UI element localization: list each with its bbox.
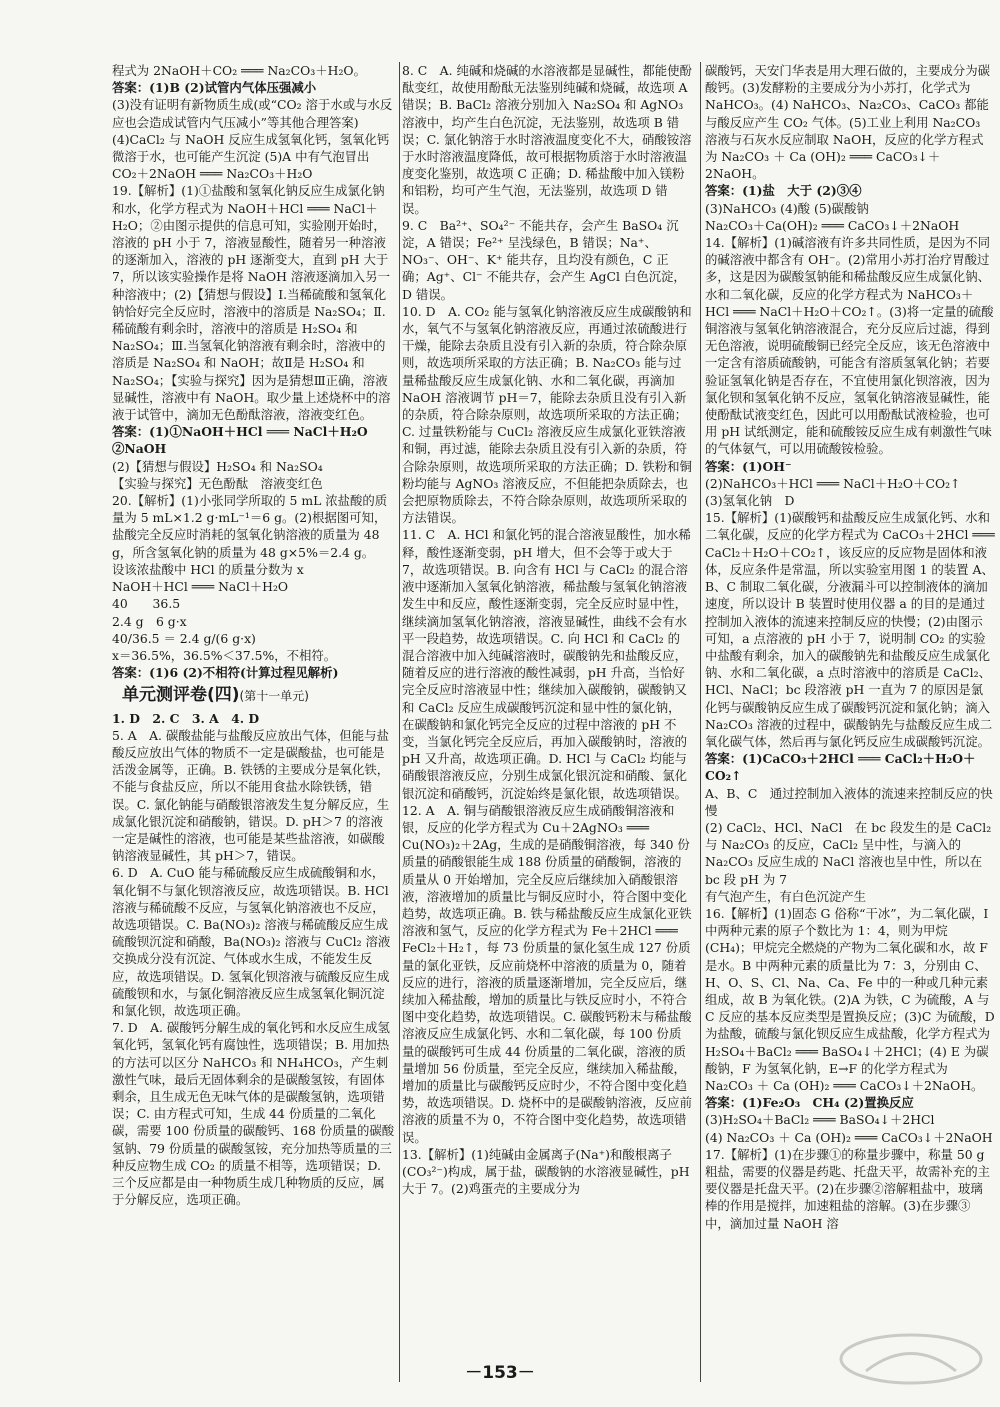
paragraph: 19.【解析】(1)①盐酸和氢氧化钠反应生成氯化钠和水，化学方程式为 NaOH＋HCl ═══ NaCl＋H₂O；②由图示提供的信息可知，实验刚开始时，溶液的 pH 小于 7，溶液显酸性，随着另一种溶液的逐渐加入，溶液的 pH 逐渐变大，直到 pH 大于 7，所以该实验操作是将 NaOH 溶液逐滴加入另一种溶液中；(2)【猜想与假设】Ⅰ.当稀硫酸和氢氧化钠恰好完全反应时，溶液中的溶质是 Na₂SO₄；Ⅱ.稀硫酸有剩余时，溶液中的溶质是 H₂SO₄ 和 Na₂SO₄；Ⅲ.当氢氧化钠溶液有剩余时，溶液中的溶质是 Na₂SO₄ 和 NaOH；故Ⅱ是 H₂SO₄ 和 Na₂SO₄；【实验与探究】因为是猜想Ⅲ正确，溶液显碱性，溶液中有 NaOH。取少量上述烧杯中的溶液于试管中，滴加无色酚酞溶液，溶液变红色。 (112, 183, 391, 423)
paragraph: 15.【解析】(1)碳酸钙和盐酸反应生成氯化钙、水和二氧化碳，反应的化学方程式为 CaCO₃＋2HCl ═══ CaCl₂＋H₂O＋CO₂↑，该反应的反应物是固体和液体，反应条件是常温，所以实验室用图 1 的装置 A、B、C 制取二氧化碳，分液漏斗可以控制液体的滴加速度，所以设计 B 装置时使用仪器 a 的目的是通过控制加入液体的流速来控制反应的快慢；(2)由图示可知，a 点溶液的 pH 小于 7，说明制 CO₂ 的实验中盐酸有剩余，加入的碳酸钠先和盐酸反应生成氯化钠、水和二氧化碳，a 点时溶液中的溶质是 CaCl₂、HCl、NaCl；bc 段溶液 pH 一直为 7 的原因是氯化钙与碳酸钠反应生成了碳酸钙沉淀和氯化钠；滴入 Na₂CO₃ 溶液的过程中，碳酸钠先与盐酸反应生成二氧化碳气体，然后再与氯化钙反应生成碳酸钙沉淀。 (705, 510, 995, 749)
column-3 (705, 62, 995, 1232)
paragraph: (2)NaHCO₃＋HCl ═══ NaCl＋H₂O＋CO₂↑ (705, 475, 961, 491)
paragraph: 7. D A. 碳酸钙分解生成的氧化钙和水反应生成氢氧化钙，氢氧化钙有腐蚀性，选项错误；B. 用加热的方法可以区分 NaHCO₃ 和 NH₄HCO₃，产生刺激性气味，最后无固体剩余的是碳酸氢铵，有固体剩余，且生成无色无味气体的是碳酸氢钠，选项错误；C. 由方程式可知，生成 44 份质量的二氧化碳，需要 100 份质量的碳酸钙、168 份质量的碳酸氢钠、79 份质量的碳酸氢铵，充分加热等质量的三种反应物生成 CO₂ 的质量不相等，选项错误；D. 三个反应都是由一种物质生成几种物质的反应，属于分解反应，选项正确。 (112, 1020, 395, 1208)
paragraph: (3)H₂SO₄＋BaCl₂ ═══ BaSO₄↓＋2HCl (705, 1112, 935, 1128)
paragraph: CO₂＋2NaOH ═══ Na₂CO₃＋H₂O (112, 166, 313, 182)
answer-block (112, 710, 395, 1209)
paragraph: (3)没有证明有新物质生成(或“CO₂ 溶于水或与水反应也会造成试管内气压减小”等其他合理答案) (4)CaCl₂ 与 NaOH 反应生成氢氧化钙，氢氧化钙微溶于水，也可能产生沉淀 (5)A 中有气泡冒出 (112, 97, 393, 165)
section-heading (122, 687, 395, 705)
paragraph: NaOH＋HCl ═══ NaCl＋H₂O (112, 579, 289, 595)
paragraph: 2.4 g 6 g·x (112, 613, 187, 629)
paragraph: (2) CaCl₂、HCl、NaCl 在 bc 段发生的是 CaCl₂ 与 Na₂CO₃ 的反应，CaCl₂ 呈中性，与滴入的 Na₂CO₃ 反应生成的 NaCl 溶液也呈中性，所以在 bc 段 pH 为 7 (705, 819, 992, 887)
paragraph: 有气泡产生，有白色沉淀产生 (705, 888, 867, 904)
answer-line: 1. D 2. C 3. A 4. D (112, 710, 260, 726)
paragraph: 20.【解析】(1)小张同学所取的 5 mL 浓盐酸的质量为 5 mL×1.2 g·mL⁻¹＝6 g。(2)根据图可知，盐酸完全反应时消耗的氢氧化钠溶液的质量为 48 g，所含氢氧化钠的质量为 48 g×5%＝2.4 g。 (112, 493, 388, 560)
paragraph: 8. C A. 纯碱和烧碱的水溶液都是显碱性，都能使酚酞变红，故使用酚酞无法鉴别纯碱和烧碱，故选项 A 错误；B. BaCl₂ 溶液分别加入 Na₂SO₄ 和 AgNO₃ 溶液中，均产生白色沉淀，无法鉴别，故选项 B 错误；C. 氯化钠溶于水时溶液温度变化不大，硝酸铵溶于水时溶液温度降低，故可根据物质溶于水时溶液温度变化鉴别，故选项 C 正确；D. 稀盐酸中加入镁粉和铝粉，均可产生气泡，无法鉴别，故选项 D 错误。 (402, 63, 692, 216)
paragraph: 12. A A. 铜与硝酸银溶液反应生成硝酸铜溶液和银，反应的化学方程式为 Cu＋2AgNO₃ ═══ Cu(NO₃)₂＋2Ag，生成的是硝酸铜溶液，每 340 份质量的硝酸银能生成 188 份质量的硝酸铜，溶液的质量从 0 开始增加，完全反应后继续加入硝酸银溶液，溶液增加的质量比与铜反应时小，符合图中变化趋势，故选项正确。B. 铁与稀盐酸反应生成氯化亚铁溶液和氢气，反应的化学方程式为 Fe＋2HCl ═══ FeCl₂＋H₂↑，每 73 份质量的氯化氢生成 127 份质量的氯化亚铁，反应前烧杯中溶液的质量为 0，随着反应的进行，溶液的质量逐渐增加，完全反应后，继续加入稀盐酸，增加的质量比与铁反应时小，不符合图中变化趋势，故选项错误。C. 碳酸钙粉末与稀盐酸溶液反应生成氯化钙、水和二氧化碳，每 100 份质量的碳酸钙可生成 44 份质量的二氧化碳，溶液的质量增加 56 份质量，至完全反应，继续加入稀盐酸，增加的质量比与碳酸钙反应时少，不符合图中变化趋势，故选项错误。D. 烧杯中的是碳酸钠溶液，反应前溶液的质量不为 0，不符合图中变化趋势，故选项错误。 (402, 802, 692, 1145)
paragraph: 5. A A. 碳酸盐能与盐酸反应放出气体，但能与盐酸反应放出气体的物质不一定是碳酸盐，也可能是活泼金属等，正确。B. 铁锈的主要成分是氧化铁，不能与食盐反应，所以不能用食盐水除铁锈，错误。C. 氯化钠能与硝酸银溶液发生复分解反应，生成氯化银沉淀和硝酸钠，错误。D. pH＞7 的溶液一定是碱性的溶液，也可能是某些盐溶液，如碳酸钠溶液显碱性，其 pH＞7，错误。 (112, 727, 390, 864)
column-1 (112, 62, 395, 1208)
paragraph: 【实验与探究】无色酚酞 溶液变红色 (112, 475, 323, 491)
paragraph: 6. D A. CuO 能与稀硫酸反应生成硫酸铜和水，氧化铜不与氯化钡溶液反应，故选项错误。B. HCl 溶液与稀硫酸不反应，与氢氧化钠溶液也不反应，故选项错误。C. Ba(NO₃)₂ 溶液与稀硫酸反应生成硫酸钡沉淀和硝酸，Ba(NO₃)₂ 溶液与 CuCl₂ 溶液交换成分没有沉淀、气体或水生成，不能发生反应，故选项错误。D. 氢氧化钡溶液与硫酸反应生成硫酸钡和水，与氯化铜溶液反应生成氢氧化铜沉淀和氯化钡，故选项正确。 (112, 865, 391, 1018)
column-divider (399, 62, 400, 1382)
section-subtitle: (第十一单元) (239, 689, 309, 704)
paragraph: 程式为 2NaOH＋CO₂ ═══ Na₂CO₃＋H₂O。 (112, 63, 366, 78)
answer-line: 答案：(1)6 (2)不相符(计算过程见解析) (112, 665, 339, 681)
page-number: －153－ (465, 1363, 535, 1383)
paragraph: 碳酸钙，天安门华表是用大理石做的，主要成分为碳酸钙。(3)发酵粉的主要成分为小苏打，化学式为 NaHCO₃。(4) NaHCO₃、Na₂CO₃、CaCO₃ 都能与酸反应产生 CO₂ 气体。(5)工业上利用 Na₂CO₃ 溶液与石灰水反应制取 NaOH，反应的化学方程式为 Na₂CO₃ ＋ Ca (OH)₂ ═══ CaCO₃↓＋2NaOH。 (705, 63, 990, 182)
column-divider (700, 62, 701, 1382)
paragraph: 40/36.5 ＝ 2.4 g/(6 g·x) (112, 630, 256, 646)
paragraph: 14.【解析】(1)碱溶液有许多共同性质，是因为不同的碱溶液中都含有 OH⁻。(2)常用小苏打治疗胃酸过多，这是因为碳酸氢钠能和稀盐酸反应生成氯化钠、水和二氧化碳，反应的化学方程式为 NaHCO₃＋HCl ═══ NaCl＋H₂O＋CO₂↑。(3)将一定量的硫酸铜溶液与氢氧化钠溶液混合，充分反应后过滤，得到无色溶液，说明硫酸铜已经完全反应，该无色溶液中一定含有溶质硫酸钠，可能含有溶质氢氧化钠；若要验证氢氧化钠是否存在，不宜使用氯化钡溶液，因为氯化钡和氢氧化钠不反应，氢氧化钠溶液显碱性，能使酚酞试液变红色，因此可以用酚酞试液检验，也可用 pH 试纸测定，能和硫酸铵反应生成有刺激性气味的气体氨气，可以用硫酸铵检验。 (705, 235, 994, 457)
column-2 (402, 62, 692, 1197)
answer-block (705, 62, 995, 1232)
paragraph: (3)氢氧化钠 D (705, 493, 795, 509)
watermark-logo (836, 1331, 986, 1389)
paragraph: 17.【解析】(1)在步骤①的称量步骤中，称量 50 g 粗盐，需要的仪器是药匙、托盘天平，故需补充的主要仪器是托盘天平。(2)在步骤②溶解粗盐中，玻璃棒的作用是搅拌，加速粗盐的溶解。(3)在步骤③中，滴加过量 NaOH 溶 (705, 1146, 990, 1231)
paragraph: (3)NaHCO₃ (4)酸 (5)碳酸钠 (705, 200, 869, 216)
answer-line: 答案：(1)CaCO₃＋2HCl ═══ CaCl₂＋H₂O＋CO₂↑ (705, 751, 976, 784)
paragraph: A、B、C 通过控制加入液体的流速来控制反应的快慢 (705, 785, 993, 818)
paragraph: 设该浓盐酸中 HCl 的质量分数为 x (112, 561, 304, 577)
paragraph: 11. C A. HCl 和氯化钙的混合溶液显酸性，加水稀释，酸性逐渐变弱，pH 增大，但不会等于或大于 7，故选项错误。B. 向含有 HCl 与 CaCl₂ 的混合溶液中逐渐加入氢氧化钠溶液，稀盐酸与氢氧化钠溶液发生中和反应，酸性逐渐变弱，完全反应时显中性，继续滴加氢氧化钠溶液，溶液显碱性，曲线不会有水平一段趋势，故选项错误。C. 向 HCl 和 CaCl₂ 的混合溶液中加入纯碱溶液时，碳酸钠先和盐酸反应，随着反应的进行溶液的酸性减弱，pH 升高，当恰好完全反应时溶液显中性；继续加入碳酸钠，碳酸钠又和 CaCl₂ 反应生成碳酸钙沉淀和显中性的氯化钠，在碳酸钠和氯化钙完全反应的过程中溶液的 pH 不变，当氯化钙完全反应后，再加入碳酸钠时，溶液的 pH 又升高，故选项正确。D. HCl 与 CaCl₂ 均能与硝酸银溶液反应，分别生成氯化银沉淀和硝酸、氯化银沉淀和硝酸钙，沉淀始终是氯化银，故选项错误。 (402, 527, 691, 801)
paragraph: 13.【解析】(1)纯碱由金属离子(Na⁺)和酸根离子(CO₃²⁻)构成，属于盐，碳酸钠的水溶液显碱性，pH 大于 7。(2)鸡蛋壳的主要成分为 (402, 1146, 690, 1197)
answer-block (402, 62, 692, 1197)
answer-line: 答案：(1)B (2)试管内气体压强减小 (112, 80, 317, 96)
paragraph: 16.【解析】(1)固态 G 俗称“干冰”，为二氧化碳，I 中两种元素的原子个数比为 1：4，则为甲烷(CH₄)；甲烷完全燃烧的产物为二氧化碳和水，故 F 是水。B 中两种元素的质量比为 7：3，分别由 C、H、O、S、Cl、Na、Ca、Fe 中的一种或几种元素组成，故 B 为氧化铁。(2)A 为铁，C 为硫酸，A 与 C 反应的基本反应类型是置换反应；(3)C 为硫酸，D 为盐酸，硫酸与氯化钡反应生成盐酸，化学方程式为 H₂SO₄＋BaCl₂ ═══ BaSO₄↓＋2HCl；(4) E 为碳酸钠，F 为氢氧化钠，E→F 的化学方程式为 Na₂CO₃ ＋ Ca (OH)₂ ═══ CaCO₃↓＋2NaOH。 (705, 905, 995, 1093)
paragraph: x＝36.5%，36.5%＜37.5%，不相符。 (112, 647, 337, 663)
answer-line: 答案：(1)盐 大于 (2)③④ (705, 183, 862, 199)
answer-line: 答案：(1)OH⁻ (705, 458, 792, 474)
section-title: 单元测评卷(四) (122, 685, 240, 706)
answer-line: 答案：(1)Fe₂O₃ CH₄ (2)置换反应 (705, 1095, 914, 1111)
paragraph: (2)【猜想与假设】H₂SO₄ 和 Na₂SO₄ (112, 458, 323, 474)
paragraph: 9. C Ba²⁺、SO₄²⁻ 不能共存，会产生 BaSO₄ 沉淀，A 错误；Fe²⁺ 呈浅绿色，B 错误；Na⁺、NO₃⁻、OH⁻、K⁺ 能共存，且均没有颜色，C 正确；Ag⁺、Cl⁻ 不能共存，会产生 AgCl 白色沉淀，D 错误。 (402, 217, 686, 302)
paragraph: Na₂CO₃＋Ca(OH)₂ ═══ CaCO₃↓＋2NaOH (705, 217, 960, 233)
paragraph: 10. D A. CO₂ 能与氢氧化钠溶液反应生成碳酸钠和水，氧气不与氢氧化钠溶液反应，再通过浓硫酸进行干燥，能除去杂质且没有引入新的杂质，符合除杂原则，故选项所采取的方法正确；B. Na₂CO₃ 能与过量稀盐酸反应生成氯化钠、水和二氧化碳，再滴加 NaOH 溶液调节 pH＝7，能除去杂质且没有引入新的杂质，符合除杂原则，故选项所采取的方法正确；C. 过量铁粉能与 CuCl₂ 溶液反应生成氯化亚铁溶液和铜，再过滤，能除去杂质且没有引入新的杂质，符合除杂原则，故选项所采取的方法正确；D. 铁粉和铜粉均能与 AgNO₃ 溶液反应，不但能把杂质除去，也会把原物质除去，不符合除杂原则，故选项所采取的方法错误。 (402, 303, 692, 526)
paragraph: 40 36.5 (112, 596, 181, 612)
answer-line: 答案：(1)①NaOH＋HCl ═══ NaCl＋H₂O ②NaOH (112, 424, 368, 457)
answer-block (112, 62, 395, 681)
paragraph: (4) Na₂CO₃ ＋ Ca (OH)₂ ═══ CaCO₃↓＋2NaOH (705, 1129, 993, 1145)
